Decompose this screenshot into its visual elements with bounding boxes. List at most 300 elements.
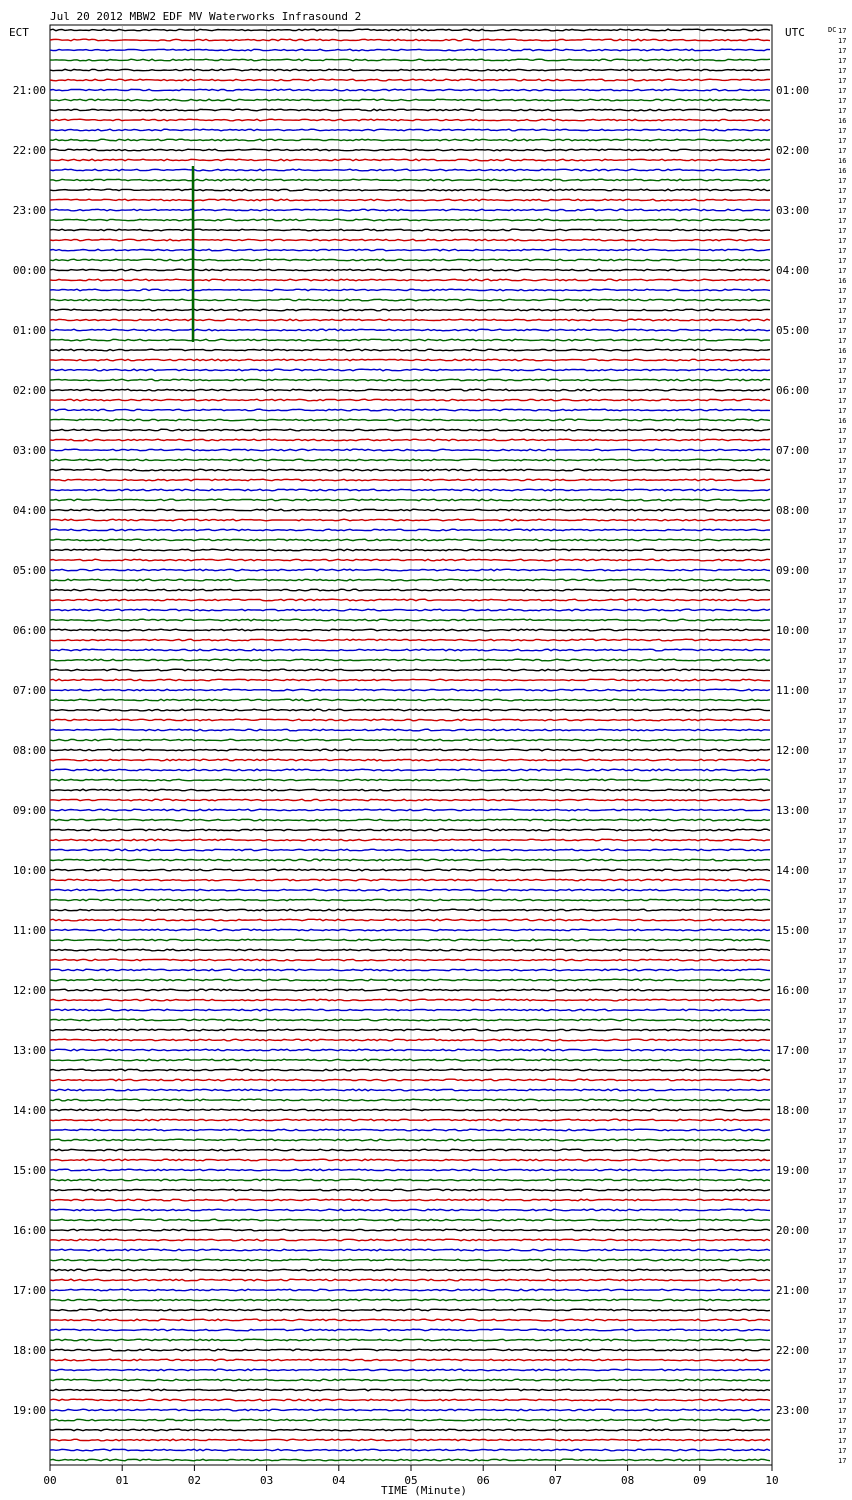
dc-value: 17 [838, 1197, 847, 1205]
dc-value: 17 [838, 1447, 847, 1455]
trace-row [50, 1449, 770, 1451]
trace-row [50, 1029, 770, 1031]
dc-value: 17 [838, 317, 847, 325]
dc-value: 16 [838, 277, 847, 285]
trace-row [50, 849, 770, 851]
trace-row [50, 659, 770, 661]
dc-value: 17 [838, 467, 847, 475]
dc-value: 17 [838, 197, 847, 205]
trace-row [50, 999, 770, 1001]
dc-value: 17 [838, 777, 847, 785]
trace-row [50, 699, 770, 701]
right-hour-label: 06:00 [776, 384, 810, 397]
right-hour-label: 07:00 [776, 444, 810, 457]
trace-row [50, 959, 770, 961]
trace-row [50, 1429, 770, 1431]
trace-row [50, 259, 770, 261]
trace-row [50, 809, 770, 811]
dc-value: 17 [838, 207, 847, 215]
right-hour-label: 11:00 [776, 684, 810, 697]
trace-row [50, 1219, 770, 1221]
left-hour-label: 21:00 [12, 84, 46, 97]
dc-value: 17 [838, 967, 847, 975]
left-hour-label: 14:00 [12, 1104, 46, 1117]
x-tick-label: 10 [765, 1474, 779, 1487]
dc-value: 17 [838, 137, 847, 145]
dc-value: 17 [838, 247, 847, 255]
dc-value: 17 [838, 297, 847, 305]
dc-value: 17 [838, 357, 847, 365]
trace-row [50, 1229, 770, 1231]
dc-value: 17 [838, 1147, 847, 1155]
trace-row [50, 689, 770, 691]
trace-row [50, 499, 770, 501]
trace-row [50, 1249, 770, 1251]
trace-row [50, 1169, 770, 1171]
trace-row [50, 1139, 770, 1141]
dc-value: 17 [838, 1047, 847, 1055]
dc-value: 17 [838, 147, 847, 155]
trace-row [50, 459, 770, 461]
trace-row [50, 749, 770, 751]
trace-row [50, 1419, 770, 1421]
left-hour-label: 00:00 [12, 264, 46, 277]
right-hour-label: 12:00 [776, 744, 810, 757]
dc-value: 17 [838, 1157, 847, 1165]
dc-value: 17 [838, 527, 847, 535]
x-tick-label: 01 [115, 1474, 129, 1487]
trace-row [50, 359, 770, 361]
dc-value: 17 [838, 1317, 847, 1325]
trace-row [50, 519, 770, 521]
dc-value: 17 [838, 607, 847, 615]
dc-value: 17 [838, 1297, 847, 1305]
trace-row [50, 1329, 770, 1331]
dc-value: 17 [838, 1227, 847, 1235]
left-hour-label: 08:00 [12, 744, 46, 757]
dc-value: 17 [838, 857, 847, 865]
dc-value: 17 [838, 1037, 847, 1045]
x-axis-label: TIME (Minute) [380, 1484, 468, 1497]
trace-row [50, 99, 770, 101]
x-tick-label: 09 [693, 1474, 707, 1487]
dc-value: 17 [838, 747, 847, 755]
x-tick-label: 08 [620, 1474, 635, 1487]
trace-row [50, 1129, 770, 1131]
left-hour-label: 06:00 [12, 624, 46, 637]
trace-row [50, 119, 770, 121]
dc-value: 17 [838, 1187, 847, 1195]
trace-row [50, 709, 770, 711]
trace-row [50, 29, 770, 31]
trace-row [50, 889, 770, 891]
trace-row [50, 949, 770, 951]
trace-row [50, 929, 770, 931]
dc-value: 17 [838, 547, 847, 555]
trace-row [50, 1239, 770, 1241]
dc-value: 17 [838, 217, 847, 225]
dc-value: 16 [838, 157, 847, 165]
right-hour-label: 18:00 [776, 1104, 810, 1117]
right-hour-label: 15:00 [776, 924, 810, 937]
trace-row [50, 1359, 770, 1361]
trace-row [50, 1079, 770, 1081]
dc-value: 17 [838, 1217, 847, 1225]
trace-row [50, 49, 770, 51]
trace-row [50, 79, 770, 81]
trace-row [50, 729, 770, 731]
dc-value: 17 [838, 1057, 847, 1065]
dc-value: 17 [838, 1097, 847, 1105]
trace-row [50, 39, 770, 41]
trace-row [50, 979, 770, 981]
dc-value: 17 [838, 997, 847, 1005]
trace-row [50, 489, 770, 491]
right-hour-label: 01:00 [776, 84, 810, 97]
trace-row [50, 1059, 770, 1061]
trace-row [50, 1269, 770, 1271]
left-hour-label: 19:00 [12, 1404, 46, 1417]
trace-row [50, 1439, 770, 1441]
trace-row [50, 939, 770, 941]
dc-value: 17 [838, 1127, 847, 1135]
left-hour-label: 13:00 [12, 1044, 46, 1057]
dc-value: 17 [838, 707, 847, 715]
trace-row [50, 289, 770, 291]
trace-row [50, 1409, 770, 1411]
left-hour-label: 22:00 [12, 144, 46, 157]
dc-value: 17 [838, 1067, 847, 1075]
dc-value: 17 [838, 1367, 847, 1375]
dc-value: 17 [838, 97, 847, 105]
dc-value: 17 [838, 1457, 847, 1465]
x-tick-label: 00 [43, 1474, 57, 1487]
trace-row [50, 1339, 770, 1341]
dc-value: 17 [838, 887, 847, 895]
trace-row [50, 1309, 770, 1311]
dc-value: 17 [838, 67, 847, 75]
trace-row [50, 819, 770, 821]
trace-row [50, 629, 770, 631]
dc-value: 17 [838, 1427, 847, 1435]
trace-row [50, 569, 770, 571]
right-hour-label: 02:00 [776, 144, 810, 157]
right-hour-label: 20:00 [776, 1224, 810, 1237]
dc-value: 17 [838, 677, 847, 685]
dc-value: 17 [838, 787, 847, 795]
trace-row [50, 1319, 770, 1321]
trace-row [50, 619, 770, 621]
trace-row [50, 1119, 770, 1121]
dc-value: 17 [838, 477, 847, 485]
dc-value: 17 [838, 817, 847, 825]
dc-value: 17 [838, 1407, 847, 1415]
trace-row [50, 229, 770, 231]
dc-value: 17 [838, 487, 847, 495]
dc-value: 17 [838, 767, 847, 775]
right-hour-label: 04:00 [776, 264, 810, 277]
trace-row [50, 109, 770, 111]
dc-value: 17 [838, 657, 847, 665]
trace-row [50, 1349, 770, 1351]
trace-row [50, 589, 770, 591]
dc-value: 17 [838, 717, 847, 725]
trace-row [50, 559, 770, 561]
dc-value: 17 [838, 1207, 847, 1215]
trace-row [50, 1109, 770, 1111]
dc-value: 17 [838, 387, 847, 395]
dc-value: 17 [838, 897, 847, 905]
dc-value: 17 [838, 1357, 847, 1365]
dc-value: 17 [838, 1397, 847, 1405]
trace-row [50, 439, 770, 441]
dc-value: 17 [838, 1247, 847, 1255]
left-hour-label: 12:00 [12, 984, 46, 997]
trace-row [50, 319, 770, 321]
x-tick-label: 07 [548, 1474, 563, 1487]
right-hour-labels [776, 84, 809, 1417]
dc-value: 17 [838, 427, 847, 435]
trace-row [50, 869, 770, 871]
dc-value: 17 [838, 1077, 847, 1085]
trace-row [50, 189, 770, 191]
dc-value: 17 [838, 1267, 847, 1275]
trace-row [50, 1299, 770, 1301]
dc-value: 17 [838, 337, 847, 345]
trace-row [50, 139, 770, 141]
dc-value: 17 [838, 457, 847, 465]
dc-value: 17 [838, 307, 847, 315]
dc-value: 17 [838, 1327, 847, 1335]
dc-header: DC [828, 26, 837, 34]
dc-value: 17 [838, 1177, 847, 1185]
dc-value: 17 [838, 927, 847, 935]
trace-row [50, 919, 770, 921]
dc-value: 17 [838, 257, 847, 265]
dc-value: 17 [838, 917, 847, 925]
trace-row [50, 349, 770, 351]
dc-value: 17 [838, 407, 847, 415]
x-tick-label: 06 [476, 1474, 490, 1487]
trace-row [50, 429, 770, 431]
right-hour-label: 17:00 [776, 1044, 810, 1057]
trace-row [50, 1399, 770, 1401]
trace-row [50, 669, 770, 671]
dc-value: 17 [838, 37, 847, 45]
trace-row [50, 1289, 770, 1291]
dc-value: 17 [838, 57, 847, 65]
trace-row [50, 239, 770, 241]
trace-row [50, 969, 770, 971]
trace-row [50, 299, 770, 301]
trace-row [50, 789, 770, 791]
trace-row [50, 1379, 770, 1381]
dc-value: 17 [838, 267, 847, 275]
trace-row [50, 509, 770, 511]
dc-value: 17 [838, 237, 847, 245]
dc-value: 17 [838, 127, 847, 135]
dc-value: 17 [838, 497, 847, 505]
dc-value: 17 [838, 907, 847, 915]
dc-value: 17 [838, 1287, 847, 1295]
trace-row [50, 739, 770, 741]
trace-row [50, 799, 770, 801]
dc-value: 17 [838, 1337, 847, 1345]
trace-row [50, 1259, 770, 1261]
dc-value: 17 [838, 287, 847, 295]
right-hour-label: 22:00 [776, 1344, 810, 1357]
left-hour-label: 10:00 [12, 864, 46, 877]
trace-row [50, 479, 770, 481]
dc-value: 17 [838, 1107, 847, 1115]
trace-row [50, 1089, 770, 1091]
right-timezone-label: UTC [785, 26, 805, 39]
trace-row [50, 719, 770, 721]
trace-row [50, 89, 770, 91]
chart-title: Jul 20 2012 MBW2 EDF MV Waterworks Infrasound 2 [50, 10, 362, 23]
trace-row [50, 1279, 770, 1281]
trace-row [50, 249, 770, 251]
trace-row [50, 309, 770, 311]
trace-row [50, 199, 770, 201]
trace-row [50, 69, 770, 71]
trace-row [50, 1159, 770, 1161]
left-hour-label: 17:00 [12, 1284, 46, 1297]
dc-value: 17 [838, 177, 847, 185]
dc-value: 17 [838, 597, 847, 605]
dc-value: 17 [838, 1437, 847, 1445]
trace-row [50, 279, 770, 281]
dc-value: 17 [838, 1017, 847, 1025]
left-hour-label: 11:00 [12, 924, 46, 937]
trace-row [50, 339, 770, 341]
dc-value: 17 [838, 1277, 847, 1285]
trace-row [50, 469, 770, 471]
trace-row [50, 879, 770, 881]
dc-value: 17 [838, 557, 847, 565]
dc-value: 17 [838, 1377, 847, 1385]
right-hour-label: 13:00 [776, 804, 810, 817]
dc-value: 17 [838, 377, 847, 385]
dc-value: 17 [838, 727, 847, 735]
right-hour-label: 19:00 [776, 1164, 810, 1177]
dc-value: 17 [838, 447, 847, 455]
dc-value: 17 [838, 327, 847, 335]
dc-value: 17 [838, 867, 847, 875]
right-hour-label: 08:00 [776, 504, 810, 517]
dc-value-column [838, 27, 846, 1465]
dc-value: 17 [838, 1307, 847, 1315]
dc-value: 17 [838, 1087, 847, 1095]
dc-value: 17 [838, 1117, 847, 1125]
left-timezone-label: ECT [9, 26, 29, 39]
trace-row [50, 779, 770, 781]
trace-row [50, 859, 770, 861]
left-hour-label: 02:00 [12, 384, 46, 397]
x-tick-label: 02 [187, 1474, 202, 1487]
dc-value: 17 [838, 957, 847, 965]
dc-value: 17 [838, 977, 847, 985]
trace-row [50, 769, 770, 771]
dc-value: 17 [838, 587, 847, 595]
trace-row [50, 679, 770, 681]
trace-rows [50, 29, 770, 1461]
trace-row [50, 1149, 770, 1151]
right-hour-label: 03:00 [776, 204, 810, 217]
right-hour-label: 09:00 [776, 564, 810, 577]
left-hour-labels [13, 84, 46, 1417]
dc-value: 17 [838, 667, 847, 675]
dc-value: 17 [838, 1007, 847, 1015]
trace-row [50, 159, 770, 161]
dc-value: 17 [838, 947, 847, 955]
dc-value: 17 [838, 1257, 847, 1265]
trace-row [50, 409, 770, 411]
x-tick-label: 04 [332, 1474, 346, 1487]
dc-value: 17 [838, 397, 847, 405]
dc-value: 17 [838, 987, 847, 995]
dc-value: 17 [838, 367, 847, 375]
dc-value: 17 [838, 1237, 847, 1245]
trace-row [50, 1179, 770, 1181]
trace-row [50, 1189, 770, 1191]
trace-row [50, 1209, 770, 1211]
dc-value: 17 [838, 837, 847, 845]
dc-value: 17 [838, 27, 847, 35]
dc-value: 17 [838, 187, 847, 195]
dc-value: 17 [838, 627, 847, 635]
left-hour-label: 04:00 [12, 504, 46, 517]
trace-row [50, 1069, 770, 1071]
trace-row [50, 59, 770, 61]
trace-row [50, 1459, 770, 1461]
dc-value: 17 [838, 847, 847, 855]
trace-row [50, 1019, 770, 1021]
trace-row [50, 149, 770, 151]
left-hour-label: 05:00 [12, 564, 46, 577]
left-hour-label: 07:00 [12, 684, 46, 697]
right-hour-label: 10:00 [776, 624, 810, 637]
dc-value: 17 [838, 1347, 847, 1355]
trace-row [50, 1099, 770, 1101]
trace-row [50, 649, 770, 651]
trace-row [50, 539, 770, 541]
right-hour-label: 23:00 [776, 1404, 810, 1417]
dc-value: 17 [838, 1417, 847, 1425]
dc-value: 17 [838, 617, 847, 625]
trace-row [50, 579, 770, 581]
dc-value: 17 [838, 687, 847, 695]
dc-value: 17 [838, 567, 847, 575]
trace-row [50, 399, 770, 401]
dc-value: 17 [838, 87, 847, 95]
dc-value: 17 [838, 877, 847, 885]
trace-row [50, 219, 770, 221]
dc-value: 17 [838, 757, 847, 765]
trace-row [50, 899, 770, 901]
trace-row [50, 609, 770, 611]
trace-row [50, 639, 770, 641]
trace-row [50, 419, 770, 421]
dc-value: 17 [838, 937, 847, 945]
left-hour-label: 09:00 [12, 804, 46, 817]
trace-row [50, 269, 770, 271]
trace-row [50, 529, 770, 531]
trace-row [50, 169, 770, 171]
trace-row [50, 389, 770, 391]
trace-row [50, 1039, 770, 1041]
dc-value: 17 [838, 1137, 847, 1145]
